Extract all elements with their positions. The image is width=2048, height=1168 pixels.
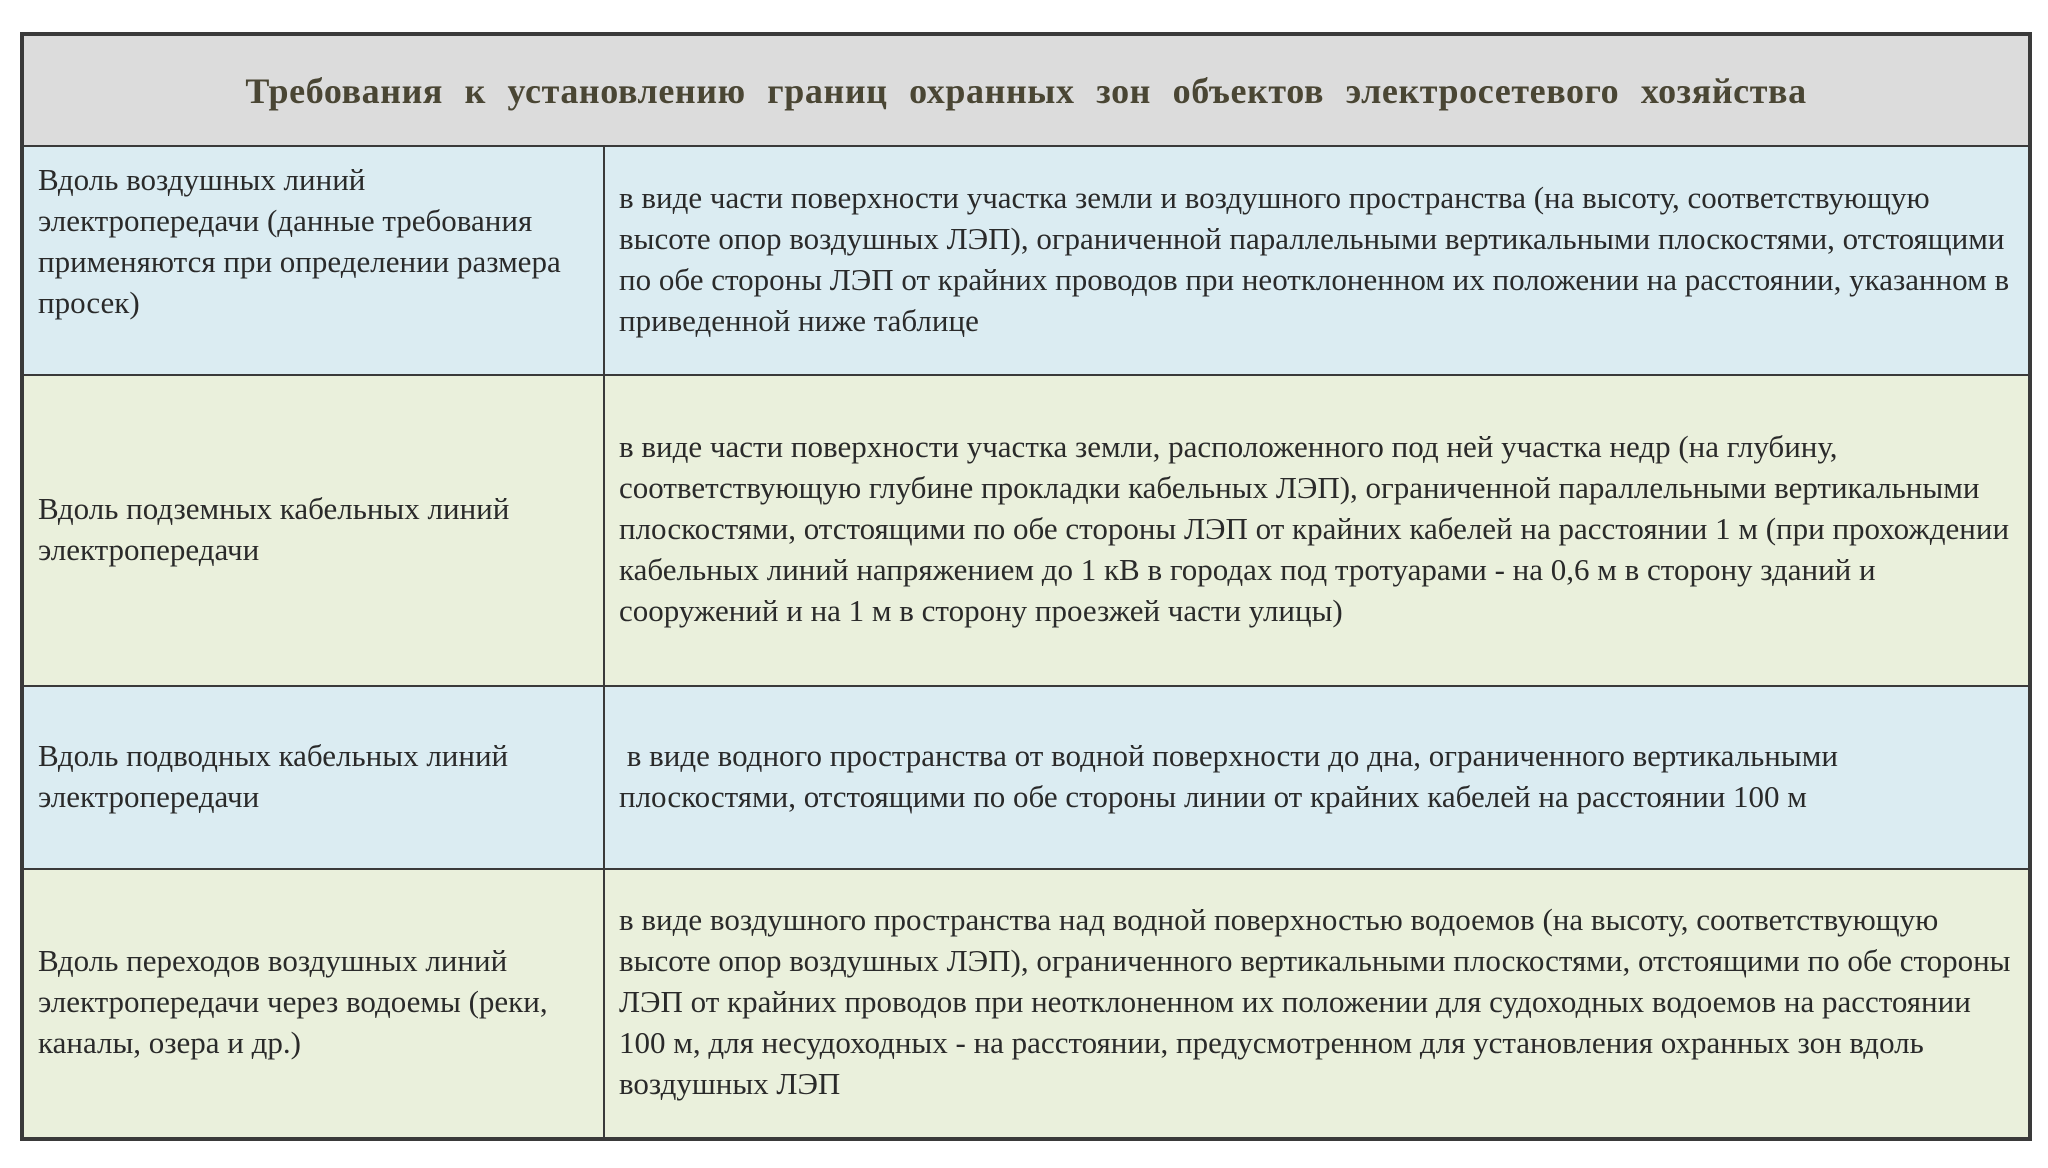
requirements-table bbox=[20, 32, 2032, 1141]
table-title: Требования к установлению границ охранных зон объектов электросетевого хозяйства bbox=[23, 35, 2029, 146]
row-object-cell: Вдоль воздушных линий электропередачи (данные требования применяются при определении размера просек) bbox=[23, 146, 604, 375]
table-row bbox=[23, 686, 2029, 869]
row-requirement-cell: в виде части поверхности участка земли и воздушного пространства (на высоту, соответствующую высоте опор воздушных ЛЭП), ограниченной параллельными вертикальными плоскостями, отстоящими по обе стороны ЛЭП от крайних проводов при неотклоненном их положении на расстоянии, указанном в приведенной ниже таблице bbox=[604, 146, 2029, 375]
row-requirement-cell: в виде части поверхности участка земли, расположенного под ней участка недр (на глубину, соответствующую глубине прокладки кабельных ЛЭП), ограниченной параллельными вертикальными плоскостями, отстоящими по обе стороны ЛЭП от крайних кабелей на расстоянии 1 м (при прохождении кабельных линий напряжением до 1 кВ в городах под тротуарами - на 0,6 м в сторону зданий и сооружений и на 1 м в сторону проезжей части улицы) bbox=[604, 375, 2029, 686]
table-row bbox=[23, 146, 2029, 375]
table bbox=[22, 34, 2030, 1139]
row-requirement-cell: в виде воздушного пространства над водной поверхностью водоемов (на высоту, соответствующую высоте опор воздушных ЛЭП), ограниченного вертикальными плоскостями, отстоящими по обе стороны ЛЭП от крайних проводов при неотклоненном их положении для судоходных водоемов на расстоянии 100 м, для несудоходных - на расстоянии, предусмотренном для установления охранных зон вдоль воздушных ЛЭП bbox=[604, 869, 2029, 1138]
table-row bbox=[23, 375, 2029, 686]
table-row bbox=[23, 869, 2029, 1138]
row-object-cell: Вдоль подземных кабельных линий электропередачи bbox=[23, 375, 604, 686]
row-object-cell: Вдоль переходов воздушных линий электропередачи через водоемы (реки, каналы, озера и др.) bbox=[23, 869, 604, 1138]
row-requirement-cell: в виде водного пространства от водной поверхности до дна, ограниченного вертикальными плоскостями, отстоящими по обе стороны линии от крайних кабелей на расстоянии 100 м bbox=[604, 686, 2029, 869]
row-object-cell: Вдоль подводных кабельных линий электропередачи bbox=[23, 686, 604, 869]
